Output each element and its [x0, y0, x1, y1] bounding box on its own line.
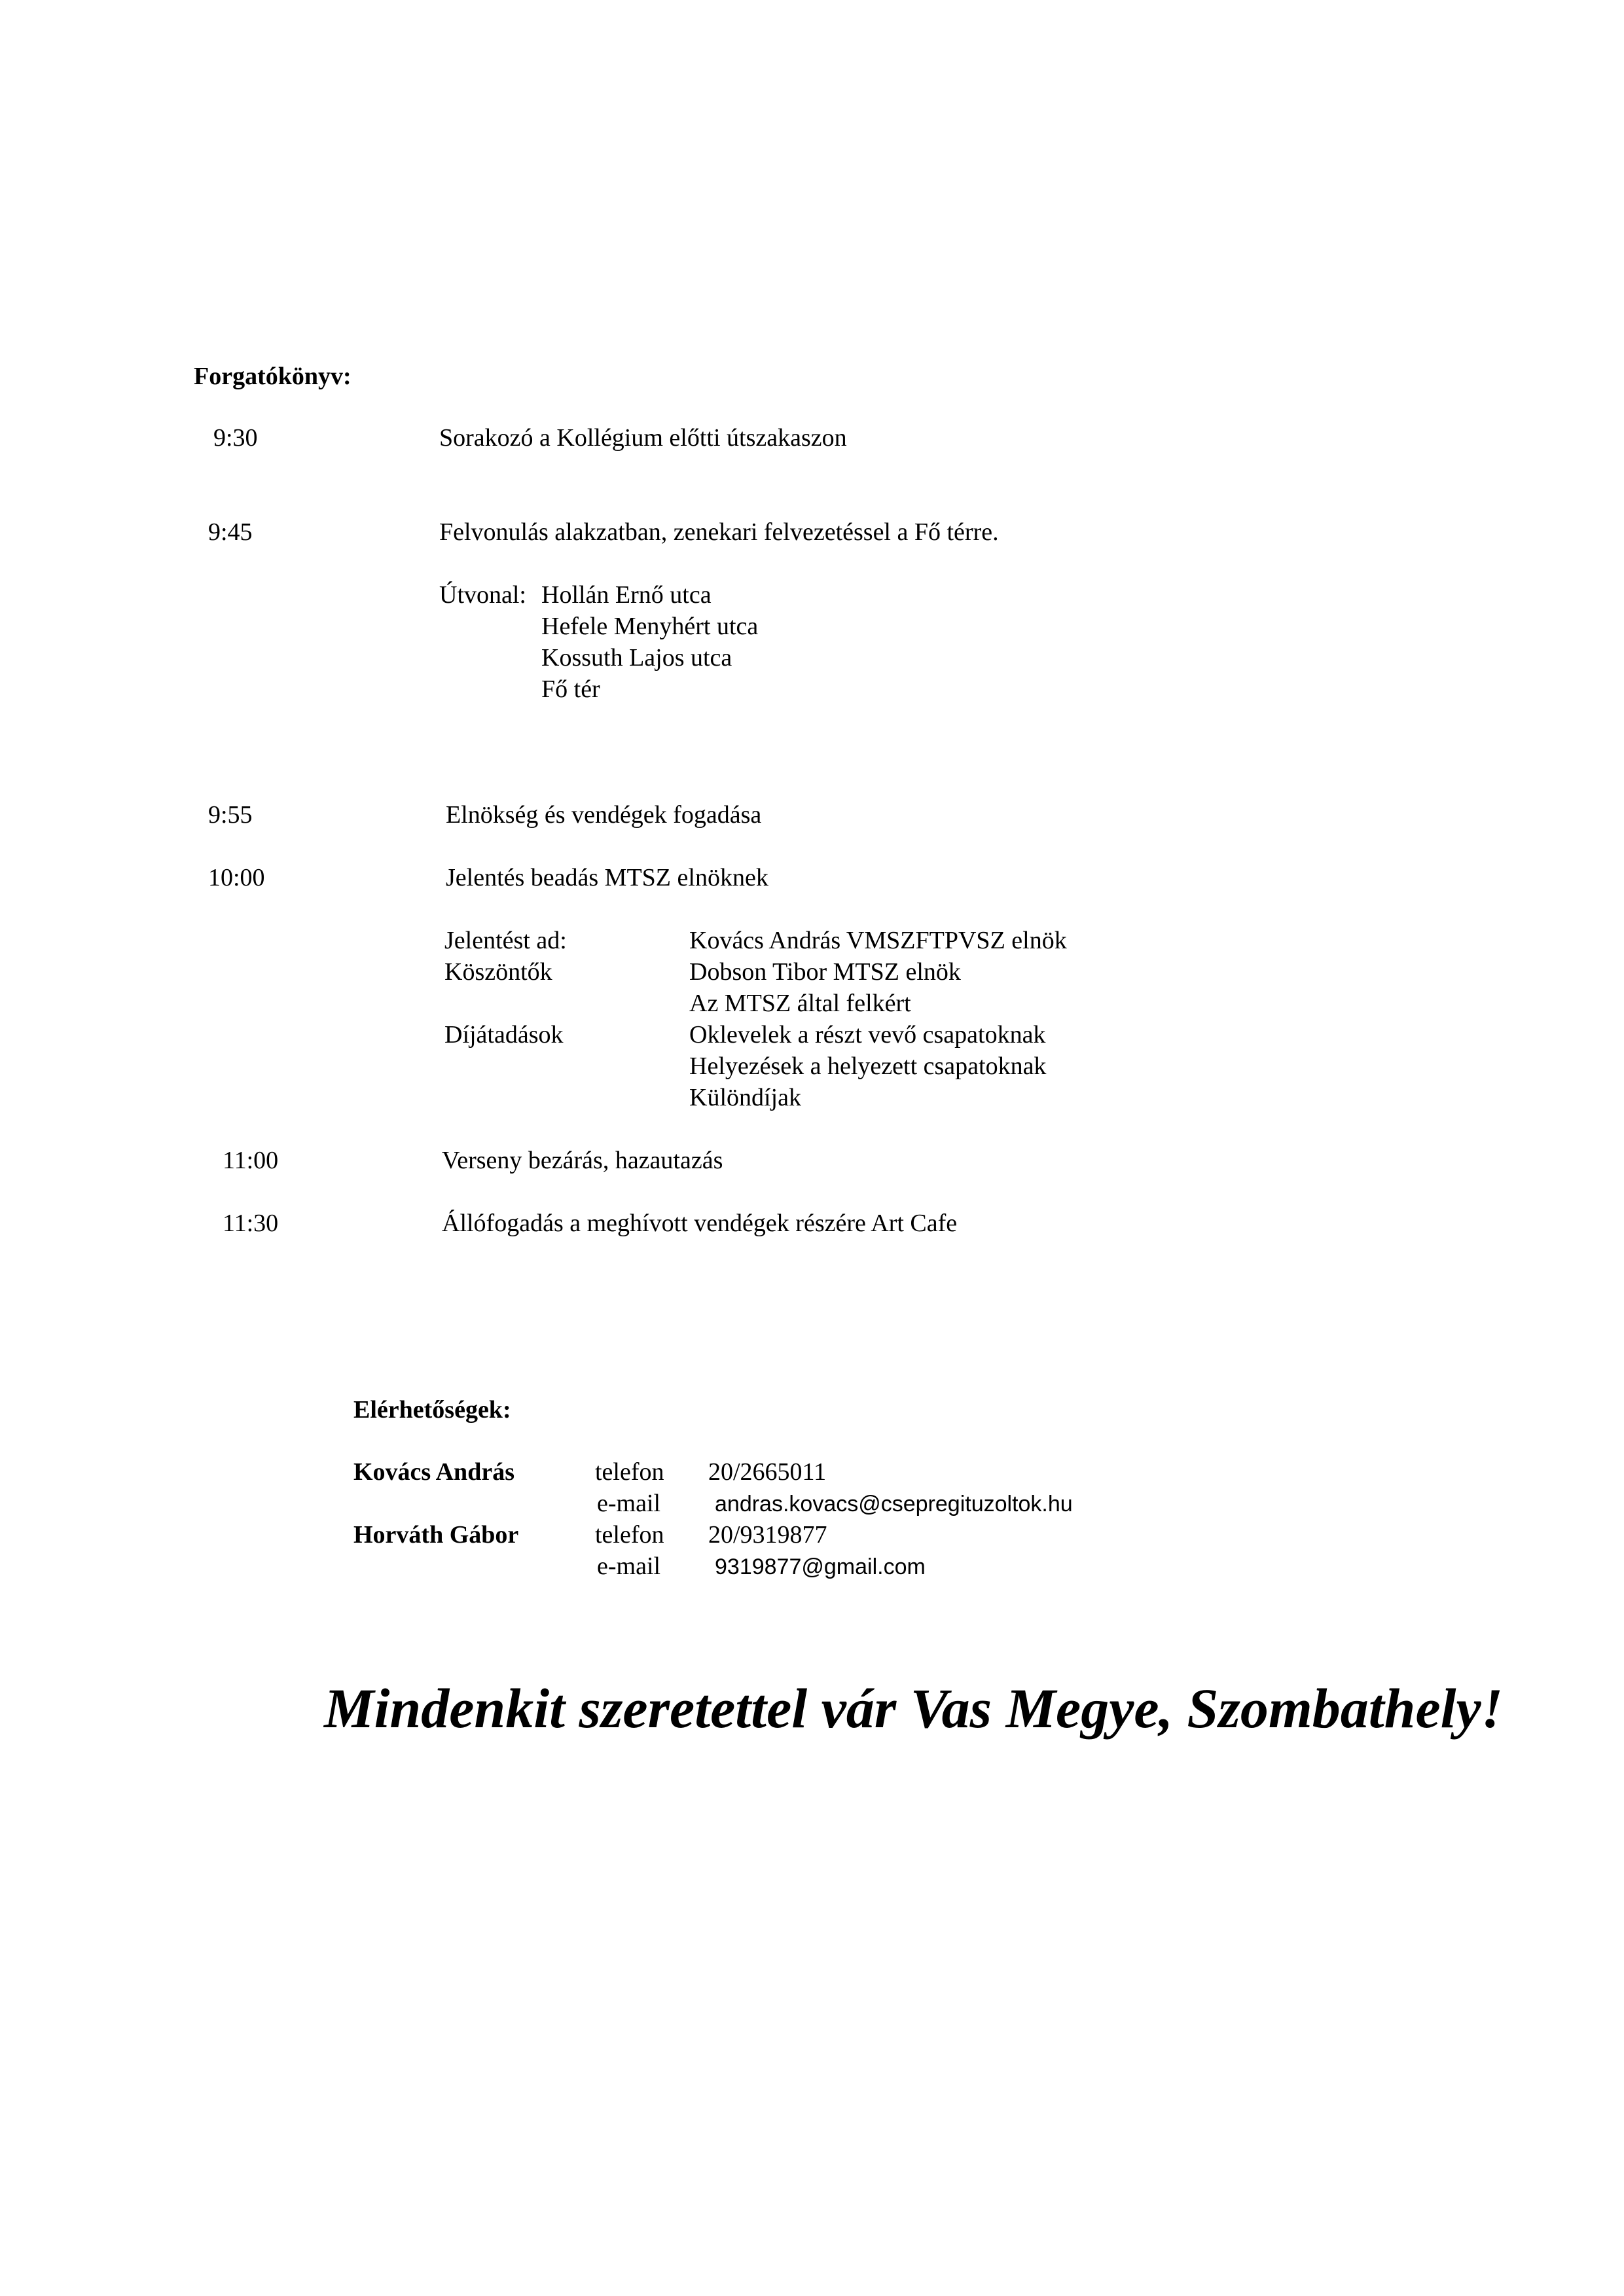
- ceremony-greeter: Az MTSZ által felkért: [689, 990, 911, 1017]
- closing-message: Mindenkit szeretettel vár Vas Megye, Szombathely!: [324, 1677, 1504, 1740]
- contact-name: Horváth Gábor: [353, 1521, 519, 1549]
- contact-email-label: e-mail: [597, 1552, 661, 1580]
- ceremony-report-value: Kovács András VMSZFTPVSZ elnök: [689, 927, 1067, 954]
- ceremony-report-label: Jelentést ad:: [444, 927, 567, 954]
- contact-phone: 20/9319877: [708, 1521, 827, 1549]
- route-street: Hefele Menyhért utca: [541, 613, 759, 640]
- ceremony-award: Helyezések a helyezett csapatoknak: [689, 1052, 1047, 1080]
- ceremony-award: Különdíjak: [689, 1084, 801, 1111]
- schedule-text: Állófogadás a meghívott vendégek részére Art Cafe: [442, 1210, 958, 1237]
- schedule-time: 10:00: [208, 864, 265, 891]
- schedule-time: 9:45: [208, 518, 253, 546]
- route-street: Hollán Ernő utca: [541, 581, 712, 609]
- contact-email[interactable]: andras.kovacs@csepregituzoltok.hu: [715, 1492, 1073, 1516]
- contacts-heading: Elérhetőségek:: [353, 1396, 511, 1424]
- contact-email-label: e-mail: [597, 1490, 661, 1517]
- ceremony-award: Oklevelek a részt vevő csapatoknak: [689, 1021, 1046, 1049]
- schedule-text: Felvonulás alakzatban, zenekari felvezetéssel a Fő térre.: [439, 518, 999, 546]
- contact-phone: 20/2665011: [708, 1458, 827, 1486]
- route-street: Fő tér: [541, 675, 600, 703]
- contact-name: Kovács András: [353, 1458, 514, 1486]
- schedule-time: 11:00: [223, 1147, 279, 1174]
- schedule-heading: Forgatókönyv:: [194, 363, 352, 390]
- route-label: Útvonal:: [439, 581, 526, 609]
- contact-phone-label: telefon: [595, 1458, 664, 1486]
- contact-email[interactable]: 9319877@gmail.com: [715, 1554, 926, 1579]
- schedule-text: Verseny bezárás, hazautazás: [442, 1147, 723, 1174]
- ceremony-greeter: Dobson Tibor MTSZ elnök: [689, 958, 961, 986]
- ceremony-awards-label: Díjátadások: [444, 1021, 564, 1049]
- schedule-text: Elnökség és vendégek fogadása: [446, 801, 762, 829]
- schedule-time: 11:30: [223, 1210, 279, 1237]
- schedule-time: 9:55: [208, 801, 253, 829]
- contact-phone-label: telefon: [595, 1521, 664, 1549]
- route-street: Kossuth Lajos utca: [541, 644, 732, 672]
- ceremony-greeters-label: Köszöntők: [444, 958, 552, 986]
- schedule-time: 9:30: [213, 424, 258, 452]
- schedule-text: Sorakozó a Kollégium előtti útszakaszon: [439, 424, 847, 452]
- schedule-text: Jelentés beadás MTSZ elnöknek: [446, 864, 768, 891]
